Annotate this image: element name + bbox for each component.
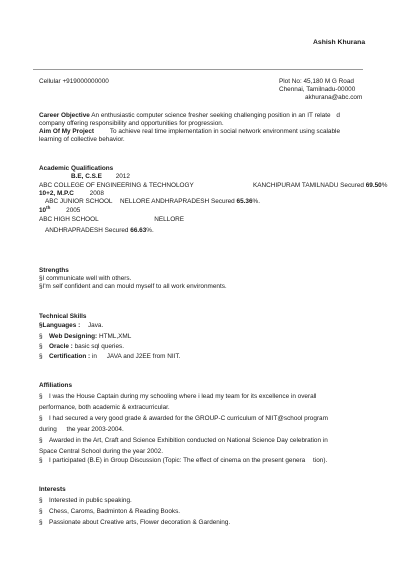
- skill-web-value: HTML,XML: [98, 333, 132, 340]
- be-college: ABC COLLEGE OF ENGINEERING & TECHNOLOGY: [39, 182, 194, 189]
- address-line-2: Chennai, Tamilnadu-00000: [279, 86, 356, 93]
- affiliation-item-cont: during the year 2003-2004.: [39, 426, 124, 433]
- be-location-score: [253, 182, 387, 190]
- affiliation-item: § I participated (B.E) in Group Discussion (Topic: The effect of cinema on the present genera tion).: [39, 457, 328, 464]
- technical-heading: Technical Skills: [39, 313, 87, 320]
- be-degree: B.E, C.S.E: [71, 173, 102, 180]
- skill-languages: [39, 322, 103, 330]
- affiliation-item-cont: performance, both academic & extracurricular.: [39, 404, 170, 411]
- skill-languages-value: Java.: [87, 322, 104, 329]
- skill-cert-in: in: [91, 353, 97, 360]
- affiliation-item-cont: Space Central School during the year 2002.: [39, 448, 163, 455]
- hsc-school: ABC JUNIOR SCHOOL: [45, 198, 113, 205]
- skill-oracle-value: basic sql queries.: [74, 343, 124, 350]
- project-label: Aim Of My Project: [39, 128, 95, 135]
- header-divider: [33, 69, 363, 70]
- be-secured-label: Secured: [340, 182, 364, 189]
- ssc-level: 10th: [39, 204, 51, 214]
- hsc-pct: %.: [252, 198, 260, 205]
- ssc-year: 2005: [66, 207, 81, 214]
- be-location: KANCHIPURAM TAMILNADU: [253, 182, 339, 189]
- ssc-school: ABC HIGH SCHOOL: [39, 216, 99, 223]
- ssc-city: NELLORE: [154, 216, 185, 223]
- candidate-name: Ashish Khurana: [313, 39, 366, 46]
- skill-web: § Web Designing: HTML,XML: [39, 333, 132, 340]
- ssc-pct: %.: [146, 227, 154, 234]
- strength-item: §I'm self confident and can mould myself to all work environments.: [39, 283, 227, 290]
- interests-heading: Interests: [39, 486, 66, 493]
- strengths-heading: Strengths: [39, 267, 69, 274]
- affiliations-heading: Affiliations: [39, 382, 73, 389]
- hsc-row-header: [39, 190, 104, 198]
- hsc-score: 65.36: [236, 198, 253, 205]
- project-line-2: learning of collective behavior.: [39, 136, 125, 143]
- hsc-year: 2008: [89, 190, 104, 197]
- cellular: Cellular +919000000000: [39, 78, 109, 85]
- academic-heading: Academic Qualifications: [39, 165, 114, 172]
- project-line-1: [39, 128, 340, 136]
- career-objective-line-1: [39, 112, 340, 120]
- ssc-state: ANDHRAPRADESH: [45, 227, 103, 234]
- interest-item: § Chess, Caroms, Badminton & Reading Books.: [39, 508, 181, 515]
- interest-item: § Passionate about Creative arts, Flower decoration & Gardening.: [39, 519, 231, 526]
- ssc-score: 66.63: [130, 227, 147, 234]
- skill-oracle-label: Oracle :: [49, 343, 73, 350]
- address-line-1: Plot No: 45,180 M G Road: [279, 78, 354, 85]
- be-year: 2012: [115, 173, 130, 180]
- career-objective-label: Career Objective: [39, 112, 90, 119]
- ssc-school-line: [39, 216, 184, 224]
- hsc-details: [45, 198, 260, 206]
- skill-cert-value: JAVA and J2EE from NIIT.: [106, 353, 181, 360]
- be-row-header: [71, 173, 130, 181]
- affiliation-item: § I was the House Captain during my schooling where i lead my team for its excellence in overall: [39, 393, 317, 400]
- interest-item: § Interested in public speaking.: [39, 497, 132, 504]
- skill-cert-label: Certification :: [49, 353, 91, 360]
- strength-item: §I communicate well with others.: [39, 275, 132, 282]
- be-score: 69.50: [365, 182, 382, 189]
- hsc-secured-label: Secured: [210, 198, 235, 205]
- skill-languages-label: §Languages :: [39, 322, 81, 329]
- skill-certification: § Certification : in JAVA and J2EE from NIIT.: [39, 353, 181, 360]
- skill-web-label: Web Designing:: [49, 333, 98, 340]
- affiliation-item: § Awarded in the Art, Craft and Science Exhibition conducted on National Science Day celebration in: [39, 437, 328, 444]
- ssc-secured-label: Secured: [104, 227, 129, 234]
- career-objective-text: An enthusiastic computer science fresher seeking challenging position in an IT relate: [91, 112, 331, 119]
- ssc-score-line: [45, 227, 154, 235]
- email: akhurana@abc.com: [305, 94, 363, 101]
- career-objective-line-2: company offering responsibility and opportunities for progression.: [39, 120, 224, 127]
- skill-oracle: § Oracle : basic sql queries.: [39, 343, 124, 350]
- affiliation-item: § I had secured a very good grade & awarded for the GROUP-C curriculum of NIIT@school program: [39, 415, 328, 422]
- project-text: To achieve real time implementation in social network environment using scalable: [109, 128, 341, 135]
- hsc-degree: 10+2, M.P.C: [39, 190, 74, 197]
- hsc-location: NELLORE ANDHRAPRADESH: [120, 198, 210, 205]
- career-objective-tail: d: [336, 112, 340, 119]
- ssc-row-header: [39, 204, 81, 215]
- be-pct: %: [381, 182, 388, 189]
